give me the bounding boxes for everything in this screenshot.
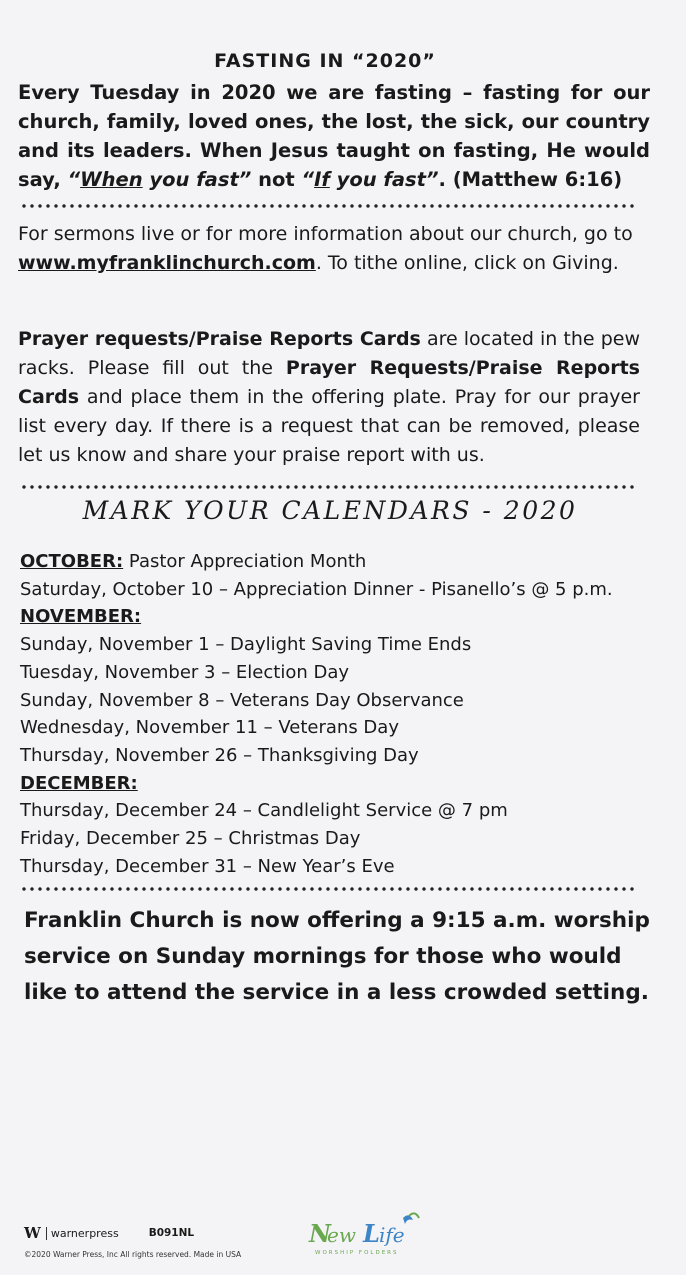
newlife-subtitle: WORSHIP FOLDERS xyxy=(315,1250,399,1256)
svg-text:ife: ife xyxy=(379,1223,405,1247)
separator xyxy=(46,1227,47,1240)
fasting-paragraph xyxy=(18,78,650,194)
quote-if xyxy=(302,168,439,191)
prayer-paragraph xyxy=(18,325,640,470)
october-note: Pastor Appreciation Month xyxy=(123,551,367,572)
month-label-december: DECEMBER: xyxy=(20,772,138,794)
footer xyxy=(24,1224,324,1259)
event-item: Sunday, November 1 – Daylight Saving Time Ends xyxy=(20,634,472,656)
october-header xyxy=(20,548,660,576)
quote-if-rest: you fast” xyxy=(329,168,439,191)
event-item: Thursday, December 24 – Candlelight Service @ 7 pm xyxy=(20,800,508,822)
product-code: B091NL xyxy=(148,1227,195,1239)
svg-text:L: L xyxy=(363,1219,380,1248)
prayer-cards-bold: Prayer requests/Praise Reports Cards xyxy=(18,328,421,350)
svg-text:ew: ew xyxy=(327,1223,356,1247)
event-item: Sunday, November 8 – Veterans Day Observance xyxy=(20,689,464,711)
quote-if-word: If xyxy=(314,168,330,191)
scripture-reference: . (Matthew 6:16) xyxy=(438,168,623,191)
event-item: Friday, December 25 – Christmas Day xyxy=(20,828,361,850)
not-word: not xyxy=(251,168,302,191)
church-website-link[interactable]: www.myfranklinchurch.com xyxy=(18,252,316,274)
month-label-october: OCTOBER: xyxy=(20,551,124,572)
prayer-cards-bold-2: Prayer Requests/Praise Reports Cards xyxy=(18,357,640,408)
copyright: ©2020 Warner Press, Inc All rights reserved. Made in USA xyxy=(24,1250,242,1259)
event-item: Wednesday, November 11 – Veterans Day xyxy=(20,717,399,739)
prayer-text-2: and place them in the offering plate. Pray for our prayer list every day. If there is a request that can be removed, please let us know and share your praise report with us. xyxy=(18,386,640,466)
worship-announcement: Franklin Church is now offering a 9:15 a.m. worship service on Sunday mornings for those who would like to attend the service in a less crowded setting. xyxy=(24,908,650,1005)
sermons-paragraph xyxy=(18,220,640,278)
event-item: Thursday, November 26 – Thanksgiving Day xyxy=(20,744,419,766)
quote-when-word: When xyxy=(80,168,143,191)
prayer-text-1: are located in the pew racks. Please fill out the xyxy=(18,328,640,379)
publisher-name: warnerpress xyxy=(50,1226,119,1240)
fasting-text: Every Tuesday in 2020 we are fasting – fasting for our church, family, loved ones, the lost, the sick, our country and its leaders. When Jesus taught on fasting, He would say, xyxy=(18,81,650,191)
event-item: Saturday, October 10 – Appreciation Dinner - Pisanello’s @ 5 p.m. xyxy=(20,578,613,600)
diamond-divider xyxy=(20,884,638,894)
quote-if-open: “ xyxy=(301,168,315,191)
diamond-divider xyxy=(20,482,638,492)
event-item: Tuesday, November 3 – Election Day xyxy=(20,661,350,683)
fasting-title: FASTING IN “2020” xyxy=(214,50,436,72)
publisher-brand xyxy=(24,1224,324,1242)
newlife-logo-icon xyxy=(305,1212,445,1258)
month-label-november: NOVEMBER: xyxy=(20,606,142,628)
giving-text: . To tithe online, click on Giving. xyxy=(315,252,619,274)
quote-when-rest: you fast” xyxy=(142,168,252,191)
quote-when-open: “ xyxy=(67,168,81,191)
warner-logo-icon: W xyxy=(24,1224,41,1242)
calendar-title: MARK YOUR CALENDARS - 2020 xyxy=(82,496,578,525)
diamond-divider xyxy=(20,201,638,211)
sermons-text: For sermons live or for more information about our church, go to xyxy=(18,223,633,245)
event-item: Thursday, December 31 – New Year’s Eve xyxy=(20,855,395,877)
quote-when xyxy=(68,168,252,191)
calendar-events xyxy=(20,548,660,880)
svg-text:N: N xyxy=(309,1219,330,1248)
